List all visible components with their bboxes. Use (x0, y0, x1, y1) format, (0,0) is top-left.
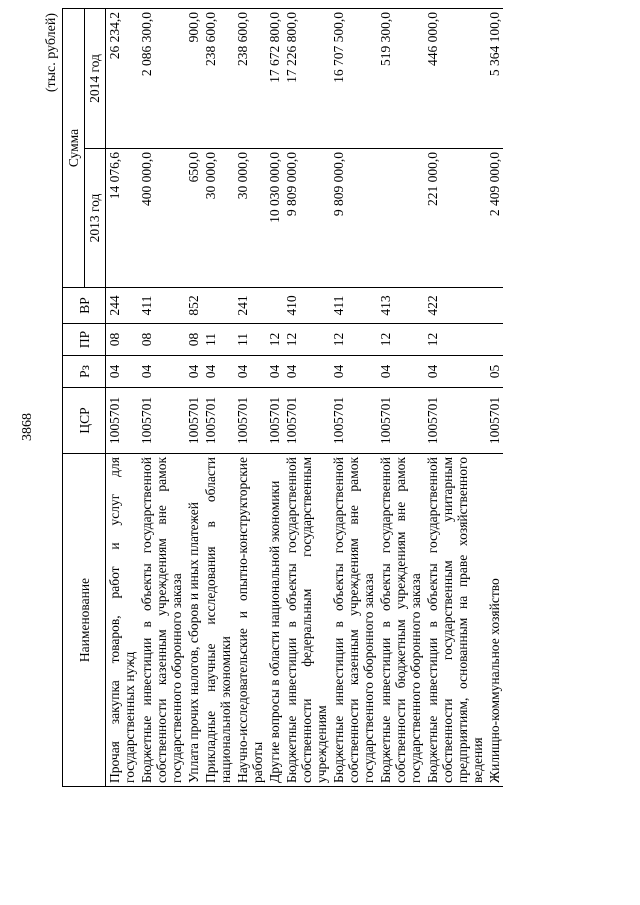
row-2013: 30 000,0 (234, 149, 266, 288)
row-name: Бюджетные инвестиции в объекты государственной собственности казенным учреждениям вне рамок государственного оборонного заказа (138, 454, 185, 787)
table-body (106, 8, 504, 786)
row-2013 (377, 149, 424, 288)
header-2014: 2014 год (84, 8, 106, 148)
row-rz: 04 (377, 356, 424, 388)
row-2013: 650,0 (185, 149, 202, 288)
row-rz: 04 (283, 356, 330, 388)
row-rz: 04 (106, 356, 139, 388)
row-2014: 900,0 (185, 8, 202, 148)
row-rz: 04 (330, 356, 377, 388)
row-2013: 9 809 000,0 (330, 149, 377, 288)
header-rz: Рз (63, 356, 106, 388)
header-vr: ВР (63, 288, 106, 324)
header-2013: 2013 год (84, 149, 106, 288)
row-name: Прикладные научные исследования в области национальной экономики (202, 454, 234, 787)
row-vr (266, 288, 283, 324)
row-csr: 1005701 (202, 388, 234, 454)
table-row (424, 8, 486, 786)
row-csr: 1005701 (138, 388, 185, 454)
row-csr: 1005701 (266, 388, 283, 454)
row-name: Бюджетные инвестиции в объекты государственной собственности государственным унитарным предприятиям, основанным на праве хозяйственного ведения (424, 454, 486, 787)
row-vr: 413 (377, 288, 424, 324)
row-csr: 1005701 (486, 388, 503, 454)
row-vr: 241 (234, 288, 266, 324)
row-pr (486, 324, 503, 356)
row-2013: 400 000,0 (138, 149, 185, 288)
row-name: Бюджетные инвестиции в объекты государственной собственности казенным учреждениям вне рамок государственного оборонного заказа (330, 454, 377, 787)
table-row (138, 8, 185, 786)
row-2014: 519 300,0 (377, 8, 424, 148)
table-row (283, 8, 330, 786)
header-name: Наименование (63, 454, 106, 787)
row-vr: 244 (106, 288, 139, 324)
table-row (185, 8, 202, 786)
row-pr: 11 (234, 324, 266, 356)
row-2014: 26 234,2 (106, 8, 139, 148)
row-vr: 852 (185, 288, 202, 324)
row-rz: 04 (266, 356, 283, 388)
row-pr: 12 (266, 324, 283, 356)
header-sum: Сумма (63, 8, 85, 287)
row-rz: 04 (185, 356, 202, 388)
table-row (202, 8, 234, 786)
table-row (377, 8, 424, 786)
row-rz: 04 (202, 356, 234, 388)
row-2014: 17 226 800,0 (283, 8, 330, 148)
row-2014: 17 672 800,0 (266, 8, 283, 148)
row-pr: 12 (330, 324, 377, 356)
row-name: Бюджетные инвестиции в объекты государственной собственности бюджетным учреждениям вне рамок государственного оборонного заказа (377, 454, 424, 787)
row-csr: 1005701 (283, 388, 330, 454)
row-name: Прочая закупка товаров, работ и услуг для государственных нужд (106, 454, 139, 787)
row-csr: 1005701 (234, 388, 266, 454)
row-pr: 08 (138, 324, 185, 356)
table-row (486, 8, 503, 786)
row-2014: 446 000,0 (424, 8, 486, 148)
budget-table (62, 8, 503, 787)
row-vr: 411 (330, 288, 377, 324)
header-csr: ЦСР (63, 388, 106, 454)
row-2014: 238 600,0 (202, 8, 234, 148)
row-pr: 12 (283, 324, 330, 356)
row-pr: 12 (424, 324, 486, 356)
row-rz: 04 (424, 356, 486, 388)
row-csr: 1005701 (106, 388, 139, 454)
row-2013: 30 000,0 (202, 149, 234, 288)
row-2013: 9 809 000,0 (283, 149, 330, 288)
row-csr: 1005701 (424, 388, 486, 454)
row-csr: 1005701 (185, 388, 202, 454)
row-name: Другие вопросы в области национальной экономики (266, 454, 283, 787)
row-name: Научно-исследовательские и опытно-конструкторские работы (234, 454, 266, 787)
header-pr: ПР (63, 324, 106, 356)
row-2014: 238 600,0 (234, 8, 266, 148)
row-2014: 2 086 300,0 (138, 8, 185, 148)
row-2014: 16 707 500,0 (330, 8, 377, 148)
row-pr: 08 (185, 324, 202, 356)
table-row (266, 8, 283, 786)
row-vr: 411 (138, 288, 185, 324)
row-pr: 11 (202, 324, 234, 356)
row-csr: 1005701 (377, 388, 424, 454)
row-name: Жилищно-коммунальное хозяйство (486, 454, 503, 787)
row-rz: 04 (234, 356, 266, 388)
row-vr: 422 (424, 288, 486, 324)
row-rz: 05 (486, 356, 503, 388)
row-vr: 410 (283, 288, 330, 324)
row-2013: 2 409 000,0 (486, 149, 503, 288)
table-row (234, 8, 266, 786)
page-number: 3868 (20, 413, 35, 441)
row-pr: 12 (377, 324, 424, 356)
row-2013: 14 076,6 (106, 149, 139, 288)
row-csr: 1005701 (330, 388, 377, 454)
row-pr: 08 (106, 324, 139, 356)
table-row (330, 8, 377, 786)
row-name: Бюджетные инвестиции в объекты государственной собственности федеральным государственным учреждениям (283, 454, 330, 787)
row-2014: 5 364 100,0 (486, 8, 503, 148)
row-name: Уплата прочих налогов, сборов и иных платежей (185, 454, 202, 787)
row-vr (486, 288, 503, 324)
row-vr (202, 288, 234, 324)
row-rz: 04 (138, 356, 185, 388)
table-row (106, 8, 139, 786)
row-2013: 10 030 000,0 (266, 149, 283, 288)
row-2013: 221 000,0 (424, 149, 486, 288)
units-label: (тыс. рублей) (44, 13, 59, 93)
